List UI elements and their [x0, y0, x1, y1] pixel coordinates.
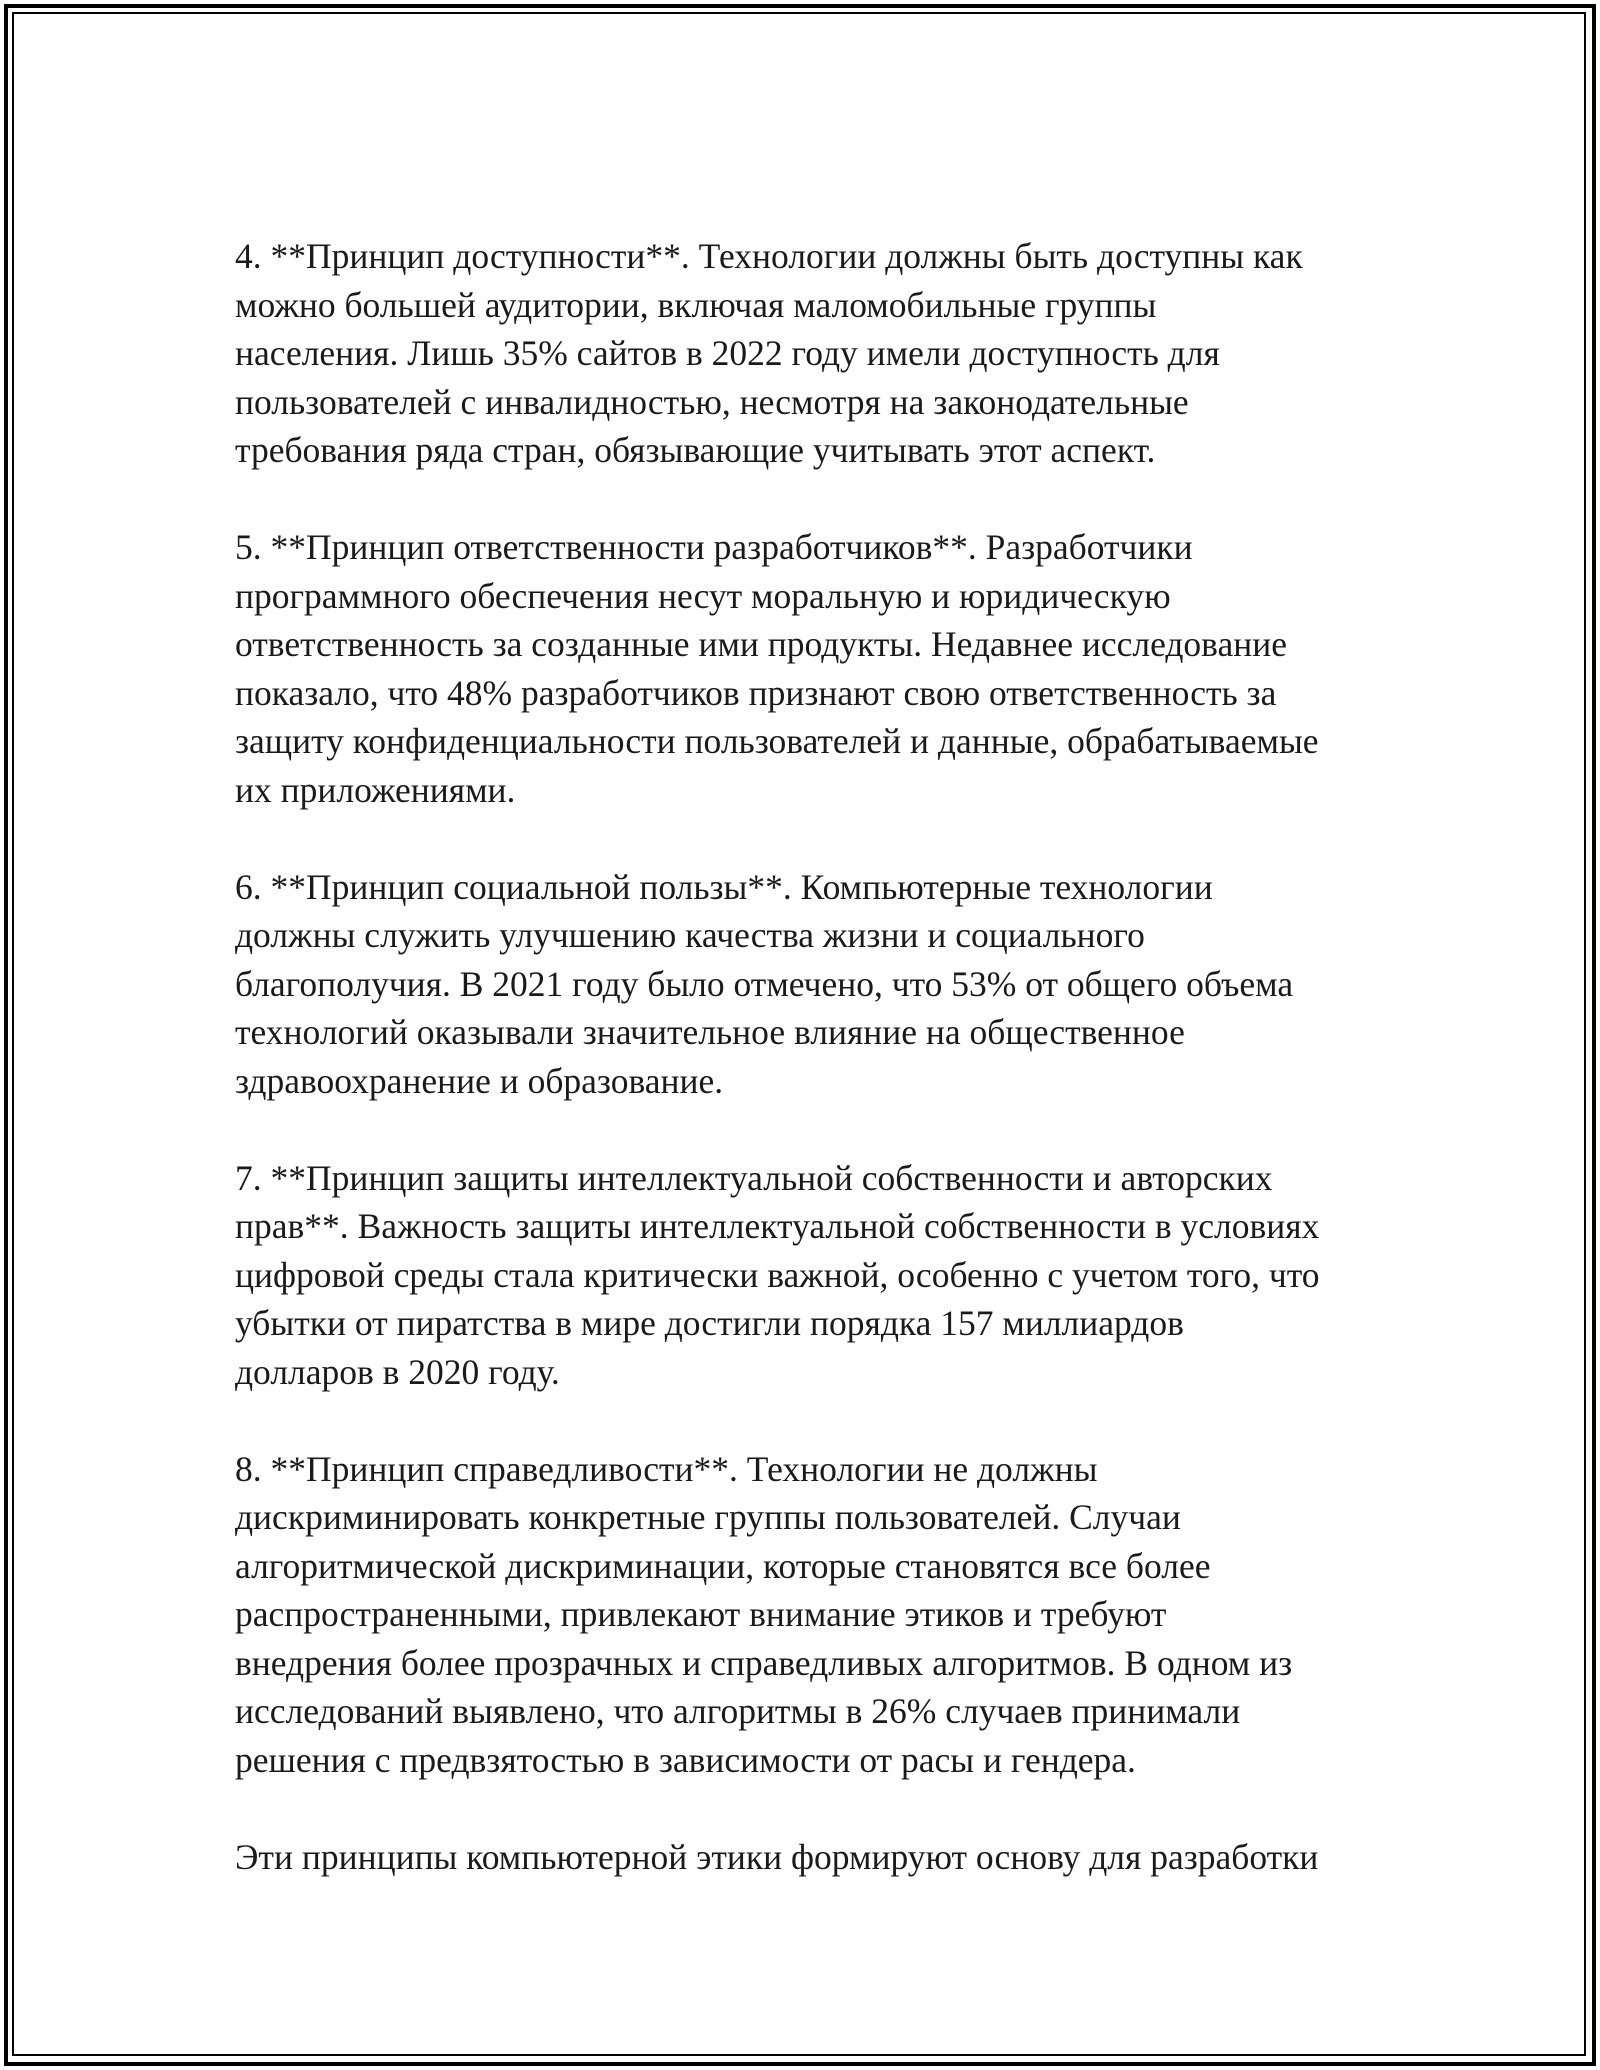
text-line: Эти принципы компьютерной этики формируют основу для разработки [235, 1836, 1319, 1877]
text-line: 8. **Принцип справедливости**. Технологии не должны [235, 1448, 1098, 1489]
text-line: 6. **Принцип социальной пользы**. Компьютерные технологии [235, 866, 1213, 907]
text-line: можно большей аудитории, включая маломобильные группы [235, 284, 1157, 325]
text-line: ответственность за созданные ими продукты. Недавнее исследование [235, 624, 1287, 664]
text-line: показало, что 48% разработчиков признают свою ответственность за [235, 672, 1277, 713]
text-line: дискриминировать конкретные группы пользователей. Случаи [235, 1497, 1181, 1537]
paragraph-principle-4 [235, 232, 1385, 475]
text-line: должны служить улучшению качества жизни и социального [235, 915, 1145, 955]
paragraph-principle-7 [235, 1154, 1385, 1397]
text-line: защиту конфиденциальности пользователей и данные, обрабатываемые [235, 721, 1319, 761]
text-line: программного обеспечения несут моральную и юридическую [235, 575, 1171, 616]
document-body [235, 232, 1385, 1930]
paragraph-principle-5 [235, 523, 1385, 814]
paragraph-principle-6 [235, 863, 1385, 1106]
text-line: населения. Лишь 35% сайтов в 2022 году имели доступность для [235, 333, 1220, 373]
text-line: 7. **Принцип защиты интеллектуальной собственности и авторских [235, 1157, 1273, 1198]
text-line: пользователей с инвалидностью, несмотря на законодательные [235, 381, 1189, 422]
text-line: алгоритмической дискриминации, которые становятся все более [235, 1545, 1211, 1586]
text-line: здравоохранение и образование. [235, 1060, 724, 1101]
text-line: 4. **Принцип доступности**. Технологии должны быть доступны как [235, 236, 1303, 276]
text-line: внедрения более прозрачных и справедливых алгоритмов. В одном из [235, 1642, 1293, 1683]
paragraph-principle-8 [235, 1445, 1385, 1785]
text-line: распространенными, привлекают внимание этиков и требуют [235, 1594, 1167, 1634]
text-line: долларов в 2020 году. [235, 1351, 560, 1392]
text-line: решения с предвзятостью в зависимости от расы и гендера. [235, 1739, 1136, 1780]
paragraph-conclusion [235, 1833, 1385, 1882]
text-line: убытки от пиратства в мире достигли порядка 157 миллиардов [235, 1303, 1184, 1343]
text-line: прав**. Важность защиты интеллектуальной собственности в условиях [235, 1206, 1320, 1246]
text-line: благополучия. В 2021 году было отмечено, что 53% от общего объема [235, 963, 1294, 1004]
text-line: их приложениями. [235, 769, 516, 810]
text-line: исследований выявлено, что алгоритмы в 26% случаев принимали [235, 1691, 1241, 1731]
text-line: технологий оказывали значительное влияние на общественное [235, 1012, 1185, 1052]
text-line: цифровой среды стала критически важной, особенно с учетом того, что [235, 1254, 1320, 1295]
text-line: 5. **Принцип ответственности разработчиков**. Разработчики [235, 527, 1193, 567]
text-line: требования ряда стран, обязывающие учитывать этот аспект. [235, 430, 1156, 470]
